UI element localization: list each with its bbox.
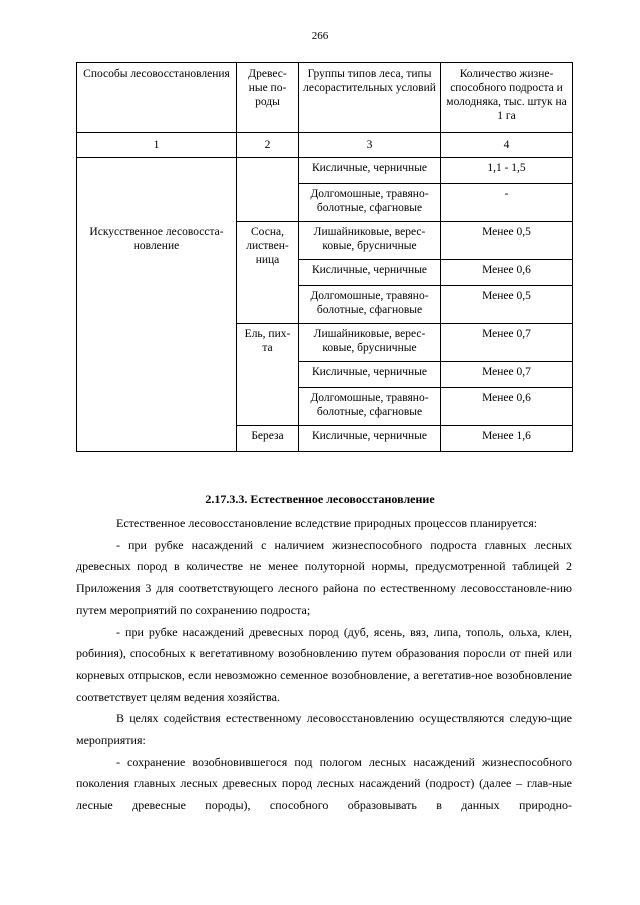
forest-type-cell: Лишайниковые, верес-ковые, брусничные — [299, 324, 441, 362]
header-species: Древес-ные по-роды — [237, 63, 299, 133]
paragraph: Естественное лесовосстановление вследствие природных процессов планируется: — [116, 516, 538, 530]
quantity-cell: Менее 0,6 — [441, 260, 573, 286]
quantity-cell: Менее 0,5 — [441, 222, 573, 260]
table-header-row — [77, 63, 573, 133]
table-row — [77, 184, 573, 222]
quantity-cell: Менее 0,5 — [441, 286, 573, 324]
species-cell: Береза — [237, 426, 299, 452]
forest-type-cell: Кисличные, черничные — [299, 260, 441, 286]
forest-type-cell: Кисличные, черничные — [299, 362, 441, 388]
forest-type-cell: Долгомошные, травяно-болотные, сфагновые — [299, 184, 441, 222]
page-number: 266 — [311, 30, 329, 42]
quantity-cell: Менее 0,7 — [441, 324, 573, 362]
body-text — [76, 513, 572, 817]
quantity-cell: - — [441, 184, 573, 222]
quantity-cell: 1,1 - 1,5 — [441, 158, 573, 184]
paragraph: - сохранение возобновившегося под пологом лесных насаждений жизнеспособного поколения главных лесных древесных пород лесных насаждений (подрост) (далее – глав-ные лесные древесные породы), способного образовывать в данных природно- — [76, 754, 572, 813]
species-cell: Сосна, листвен-ница — [237, 222, 299, 324]
forest-type-cell: Кисличные, черничные — [299, 158, 441, 184]
forest-type-cell: Кисличные, черничные — [299, 426, 441, 452]
col-number: 2 — [237, 133, 299, 158]
col-number: 1 — [77, 133, 237, 158]
column-number-row — [77, 133, 573, 158]
table-row — [77, 222, 573, 260]
method-cell: Искусственное лесовосста-новление — [77, 222, 237, 452]
table-row — [77, 158, 573, 184]
section-title: 2.17.3.3. Естественное лесовосстановление — [205, 492, 435, 506]
header-quantity: Количество жизне-способного подроста и молодняка, тыс. штук на 1 га — [441, 63, 573, 133]
paragraph: В целях содействия естественному лесовосстановлению осуществляются следую-щие мероприятия: — [76, 711, 572, 748]
forest-type-cell: Лишайниковые, верес-ковые, брусничные — [299, 222, 441, 260]
paragraph: - при рубке насаждений древесных пород (дуб, ясень, вяз, липа, тополь, ольха, клен, робиния), способных к вегетативному возобновлению путем образования поросли от пней или корневых отпрысков, если невозможно семенное возобновление, а вегетатив-ное возобновление соответствует целям ведения хозяйства. — [76, 624, 572, 704]
col-number: 4 — [441, 133, 573, 158]
header-forest-types: Группы типов леса, типы лесорастительных условий — [299, 63, 441, 133]
forest-type-cell: Долгомошные, травяно-болотные, сфагновые — [299, 286, 441, 324]
quantity-cell: Менее 0,7 — [441, 362, 573, 388]
forest-type-cell: Долгомошные, травяно-болотные, сфагновые — [299, 388, 441, 426]
quantity-cell: Менее 1,6 — [441, 426, 573, 452]
species-cell: Ель, пих-та — [237, 324, 299, 426]
quantity-cell: Менее 0,6 — [441, 388, 573, 426]
col-number: 3 — [299, 133, 441, 158]
reforestation-table — [76, 62, 573, 452]
header-method: Способы лесовосстановления — [77, 63, 237, 133]
paragraph: - при рубке насаждений с наличием жизнеспособного подроста главных лесных древесных пород в количестве не менее полуторной нормы, предусмотренной таблицей 2 Приложения 3 для соответствующего лесного района по естественному лесовосстановле-нию путем мероприятий по сохранению подроста; — [76, 537, 572, 617]
